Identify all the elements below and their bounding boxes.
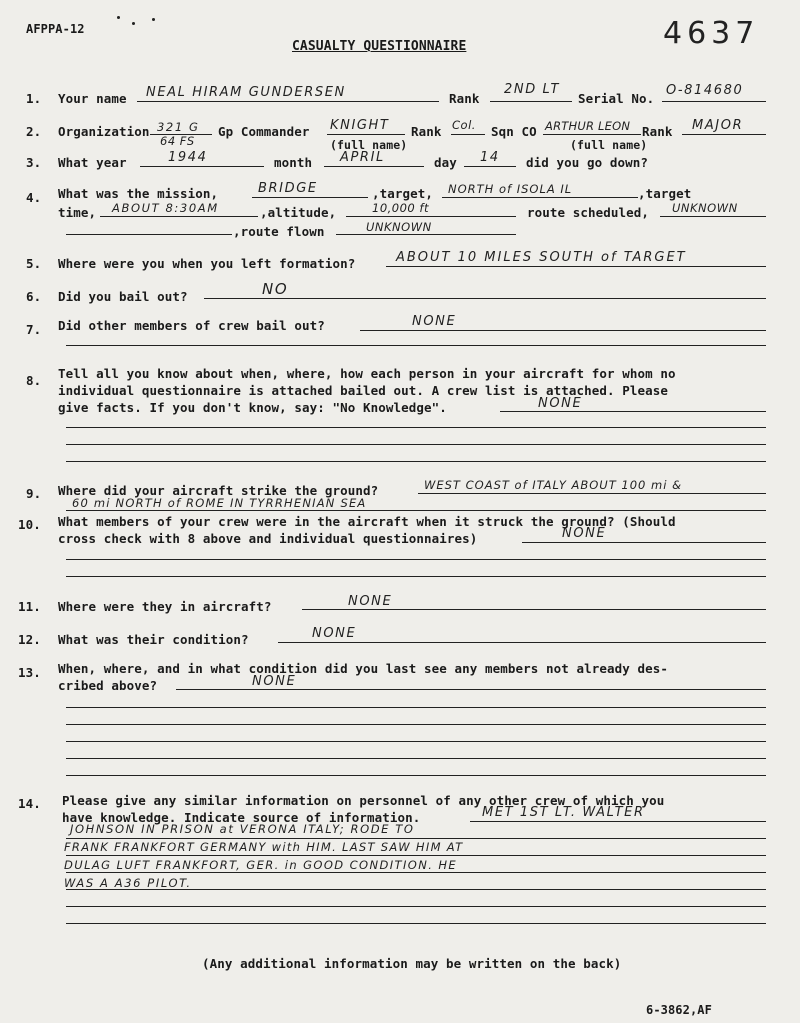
q10-blank-line: [66, 559, 766, 560]
q14-answer-field-5[interactable]: WAS A A36 PILOT.: [64, 876, 192, 890]
q14-answer-line-5: [66, 889, 766, 890]
q13-number: 13.: [18, 665, 41, 680]
q4-time-line: [100, 216, 258, 217]
footer-note: (Any additional information may be written on the back): [202, 956, 622, 971]
q2-full-name-note-2: (full name): [570, 138, 648, 152]
q5-number: 5.: [26, 256, 42, 271]
q2-rank-label-2: Rank: [642, 124, 673, 139]
q6-answer-line: [204, 298, 766, 299]
q2-squadron-field[interactable]: 64 FS: [160, 134, 195, 148]
q4-target-label: ,target,: [372, 186, 434, 201]
q1-name-line: [137, 101, 439, 102]
q7-answer-line: [360, 330, 766, 331]
q3-month-field[interactable]: APRIL: [340, 150, 385, 165]
q14-line-1: Please give any similar information on personnel of any other crew of which you: [62, 793, 665, 808]
q7-label: Did other members of crew bail out?: [58, 318, 325, 333]
q2-full-name-note: (full name): [330, 138, 408, 152]
form-title: CASUALTY QUESTIONNAIRE: [292, 39, 467, 54]
q4-blank-line: [66, 234, 232, 235]
q3-month-line: [324, 166, 424, 167]
q1-label: Your name: [58, 91, 127, 106]
q11-label: Where were they in aircraft?: [58, 599, 272, 614]
q14-line-2: have knowledge. Indicate source of information.: [62, 810, 421, 825]
q13-blank-line: [66, 724, 766, 725]
q1-name-field[interactable]: NEAL HIRAM GUNDERSEN: [146, 85, 346, 100]
q4-target-time-label: ,target: [638, 186, 692, 201]
q14-answer-line-2: [66, 838, 766, 839]
q3-day-line: [464, 166, 516, 167]
q14-answer-field-1[interactable]: MET 1ST LT. WALTER: [482, 805, 645, 820]
q8-line-3: give facts. If you don't know, say: "No Knowledge".: [58, 400, 447, 415]
ink-speck: [152, 18, 155, 21]
q8-answer-line: [500, 411, 766, 412]
q10-answer-field[interactable]: NONE: [562, 526, 607, 541]
q2-organization-field[interactable]: 321 G: [157, 120, 200, 134]
q13-line-1: When, where, and in what condition did you last see any members not already des-: [58, 661, 669, 676]
q2-label: Organization: [58, 124, 150, 139]
q5-label: Where were you when you left formation?: [58, 256, 356, 271]
q13-line-2: cribed above?: [58, 678, 158, 693]
q11-answer-field[interactable]: NONE: [348, 594, 393, 609]
q2-sqn-co-line: [543, 134, 641, 135]
q10-answer-line: [522, 542, 766, 543]
q10-line-2: cross check with 8 above and individual questionnaires): [58, 531, 478, 546]
q4-route-flown-field[interactable]: UNKNOWN: [366, 220, 432, 234]
q4-target-line: [442, 197, 638, 198]
q13-answer-field[interactable]: NONE: [252, 674, 297, 689]
q10-number: 10.: [18, 517, 41, 532]
q8-answer-field[interactable]: NONE: [538, 396, 583, 411]
q13-answer-line: [176, 689, 766, 690]
q2-organization-line: [150, 134, 212, 135]
q7-number: 7.: [26, 322, 42, 337]
q9-answer-line-2: [66, 510, 766, 511]
q14-answer-field-2[interactable]: JOHNSON IN PRISON at VERONA ITALY; RODE TO: [70, 822, 415, 836]
q4-label: What was the mission,: [58, 186, 219, 201]
q1-rank-line: [490, 101, 572, 102]
q9-answer-field-1[interactable]: WEST COAST of ITALY ABOUT 100 mi &: [424, 478, 683, 492]
q4-route-scheduled-line: [660, 216, 766, 217]
q4-time-field[interactable]: ABOUT 8:30AM: [112, 201, 219, 215]
q4-route-flown-line: [336, 234, 516, 235]
q3-tail-text: did you go down?: [526, 155, 649, 170]
q6-answer-field[interactable]: NO: [262, 280, 289, 298]
q4-altitude-line: [346, 216, 516, 217]
q12-answer-line: [278, 642, 766, 643]
q10-blank-line: [66, 576, 766, 577]
q8-line-2: individual questionnaire is attached bailed out. A crew list is attached. Please: [58, 383, 669, 398]
q1-number: 1.: [26, 91, 42, 106]
q3-year-field[interactable]: 1944: [168, 150, 208, 165]
q1-serial-line: [662, 101, 766, 102]
form-code: 6-3862,AF: [646, 1003, 712, 1017]
q14-answer-line-3: [66, 855, 766, 856]
q1-rank-field[interactable]: 2ND LT: [504, 82, 561, 97]
q9-number: 9.: [26, 486, 42, 501]
q13-blank-line: [66, 741, 766, 742]
q2-sqn-rank-field[interactable]: MAJOR: [692, 118, 744, 133]
q8-line-1: Tell all you know about when, where, how each person in your aircraft for whom no: [58, 366, 676, 381]
q5-answer-field[interactable]: ABOUT 10 MILES SOUTH of TARGET: [396, 250, 687, 265]
q14-answer-field-3[interactable]: FRANK FRANKFORT GERMANY with HIM. LAST SAW HIM AT: [64, 840, 464, 854]
q13-blank-line: [66, 775, 766, 776]
q11-answer-line: [302, 609, 766, 610]
q4-time-label: time,: [58, 205, 97, 220]
q2-commander-label: Gp Commander: [218, 124, 310, 139]
q2-commander-field[interactable]: KNIGHT: [330, 118, 390, 133]
q7-answer-field[interactable]: NONE: [412, 314, 457, 329]
q4-altitude-field[interactable]: 10,000 ft: [372, 201, 429, 215]
q9-answer-line: [418, 493, 766, 494]
q6-number: 6.: [26, 289, 42, 304]
q3-month-label: month: [274, 155, 313, 170]
q2-sqn-rank-line: [682, 134, 766, 135]
q9-label: Where did your aircraft strike the ground?: [58, 483, 379, 498]
q5-answer-line: [386, 266, 766, 267]
q3-day-label: day: [434, 155, 457, 170]
q14-answer-line-4: [66, 872, 766, 873]
q3-year-line: [140, 166, 264, 167]
q1-serial-label: Serial No.: [578, 91, 655, 106]
q4-route-flown-label: ,route flown: [233, 224, 325, 239]
q12-number: 12.: [18, 632, 41, 647]
q4-route-scheduled-field[interactable]: UNKNOWN: [672, 201, 738, 215]
q2-commander-rank-line: [451, 134, 485, 135]
q14-blank-line: [66, 906, 766, 907]
q2-sqn-co-label: Sqn CO: [491, 124, 537, 139]
q2-number: 2.: [26, 124, 42, 139]
q13-blank-line: [66, 758, 766, 759]
q14-answer-line-1: [470, 821, 766, 822]
q1-serial-field[interactable]: O-814680: [666, 83, 744, 98]
q6-label: Did you bail out?: [58, 289, 188, 304]
q10-line-1: What members of your crew were in the aircraft when it struck the ground? (Should: [58, 514, 676, 529]
q14-number: 14.: [18, 796, 41, 811]
q2-rank-label: Rank: [411, 124, 442, 139]
q8-blank-line: [66, 461, 766, 462]
q7-blank-line: [66, 345, 766, 346]
q3-day-field[interactable]: 14: [480, 150, 500, 165]
q8-number: 8.: [26, 373, 42, 388]
q4-mission-field[interactable]: BRIDGE: [258, 181, 318, 196]
q13-blank-line: [66, 707, 766, 708]
form-id: AFPPA-12: [26, 22, 85, 36]
q2-commander-line: [327, 134, 405, 135]
ink-speck: [117, 16, 120, 19]
q12-answer-field[interactable]: NONE: [312, 626, 357, 641]
document-number: 4637: [663, 16, 760, 51]
q1-rank-label: Rank: [449, 91, 480, 106]
q4-target-field[interactable]: NORTH of ISOLA IL: [448, 182, 573, 196]
q12-label: What was their condition?: [58, 632, 249, 647]
q2-sqn-co-field[interactable]: ARTHUR LEON: [545, 119, 631, 133]
q4-number: 4.: [26, 190, 42, 205]
q8-blank-line: [66, 427, 766, 428]
q4-route-scheduled-label: route scheduled,: [527, 205, 650, 220]
q3-label: What year: [58, 155, 127, 170]
ink-speck: [132, 22, 135, 25]
q14-answer-field-4[interactable]: DULAG LUFT FRANKFORT, GER. in GOOD CONDITION. HE: [64, 858, 458, 872]
q4-mission-line: [252, 197, 368, 198]
q3-number: 3.: [26, 155, 42, 170]
q11-number: 11.: [18, 599, 41, 614]
q4-altitude-label: ,altitude,: [260, 205, 337, 220]
q14-blank-line: [66, 923, 766, 924]
q2-commander-rank-field[interactable]: Col.: [452, 118, 476, 132]
q9-answer-field-2[interactable]: 60 mi NORTH of ROME IN TYRRHENIAN SEA: [72, 496, 367, 510]
q8-blank-line: [66, 444, 766, 445]
